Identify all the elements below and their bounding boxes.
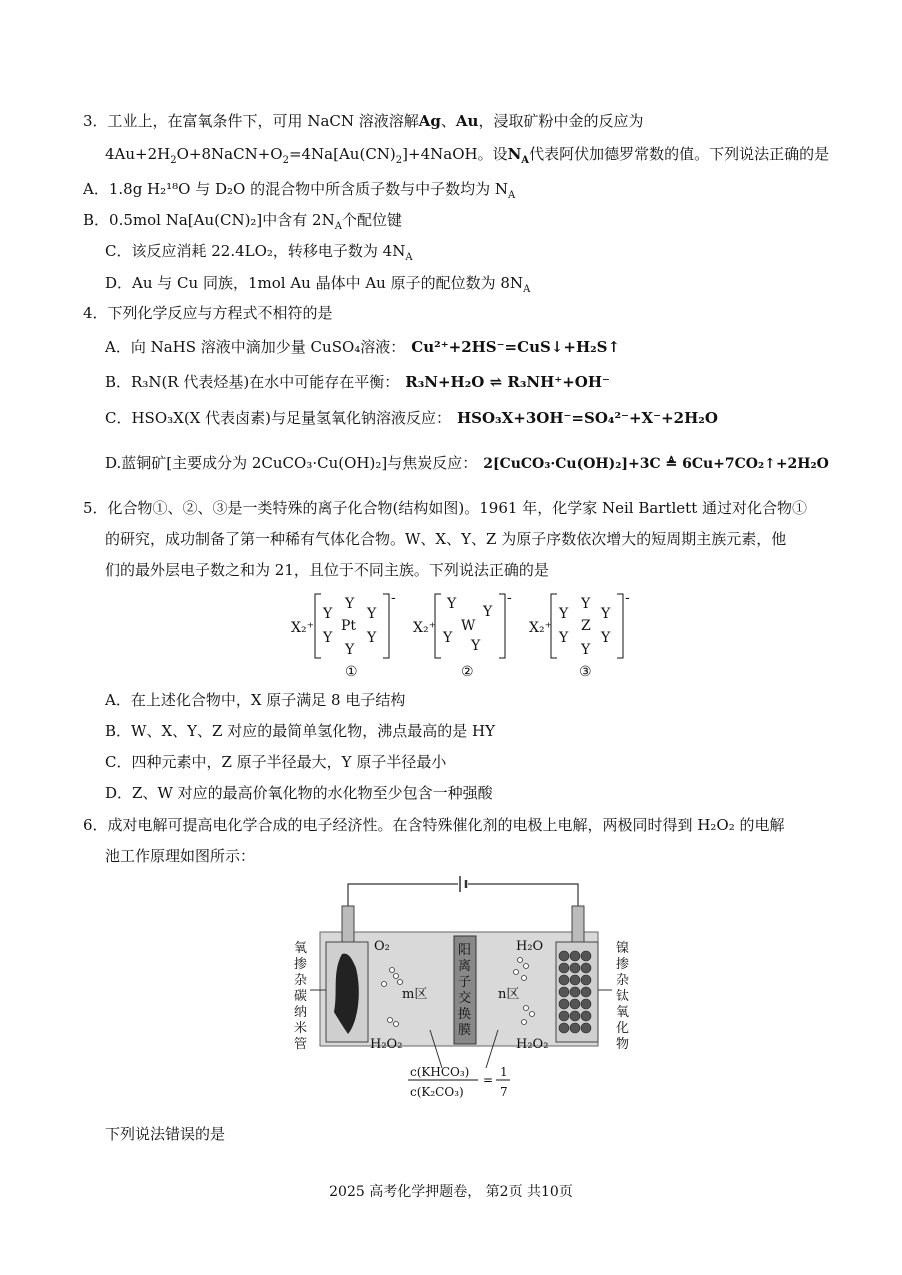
- right-label-char: 掺: [616, 957, 630, 972]
- q4-option-d: [105, 453, 829, 474]
- ligand-y: Y: [323, 630, 333, 646]
- cation-label-3: X₂⁺: [529, 620, 552, 636]
- ligand-y: Y: [601, 630, 611, 646]
- q4-option-d-text: D.蓝铜矿[主要成分为 2CuCO₃·Cu(OH)₂]与焦炭反应：: [105, 454, 478, 472]
- right-label-char: 物: [616, 1037, 630, 1052]
- center-w: W: [461, 618, 476, 634]
- ligand-y: Y: [601, 606, 611, 622]
- ligand-y: Y: [483, 604, 493, 620]
- q3-option-a-text: A．1.8g H₂¹⁸O 与 D₂O 的混合物中所含质子数与中子数均为 N: [83, 180, 509, 198]
- q6-stem-line2: 池工作原理如图所示：: [105, 847, 256, 865]
- anion-charge-3: -: [625, 590, 630, 606]
- q3-option-b-text: B．0.5mol Na[Au(CN)₂]中含有 2N: [83, 211, 335, 229]
- q4-option-b-text: B．R₃N(R 代表烃基)在水中可能存在平衡：: [105, 373, 400, 391]
- q5-structures-figure: [285, 588, 645, 680]
- q3-sep: 、: [440, 112, 456, 130]
- q6-after-figure: 下列说法错误的是: [105, 1125, 226, 1143]
- ratio-equals: =: [483, 1073, 494, 1087]
- ligand-y: Y: [367, 630, 377, 646]
- q5-option-b: B．W、X、Y、Z 对应的最简单氢化物，沸点最高的是 HY: [105, 722, 495, 740]
- h2o-label: H₂O: [516, 939, 544, 954]
- ligand-y: Y: [345, 642, 355, 658]
- ligand-y: Y: [559, 630, 569, 646]
- ligand-y: Y: [443, 630, 453, 646]
- left-label-char: 管: [294, 1037, 308, 1052]
- left-label-char: 杂: [294, 973, 308, 988]
- q3-eq-part: O+8NaCN+O: [176, 145, 283, 163]
- q5-option-d: D．Z、W 对应的最高价氧化物的水化物至少包含一种强酸: [105, 784, 493, 802]
- q3-option-a-sub: A: [508, 190, 516, 201]
- q4-option-c-equation: HSO₃X+3OH⁻=SO₄²⁻+X⁻+2H₂O: [456, 409, 718, 427]
- anion-charge-1: -: [391, 590, 396, 606]
- ligand-y: Y: [559, 606, 569, 622]
- center-pt: Pt: [341, 618, 357, 634]
- ligand-y: Y: [323, 606, 333, 622]
- q3-na: N: [507, 145, 522, 163]
- ligand-y: Y: [367, 606, 377, 622]
- n-zone-label: n区: [498, 987, 520, 1002]
- q4-option-b: [105, 372, 610, 392]
- right-label-char: 钛: [616, 989, 630, 1004]
- right-label-char: 杂: [616, 973, 630, 988]
- h2o2-right-label: H₂O₂: [516, 1037, 549, 1052]
- h2o2-left-label: H₂O₂: [370, 1037, 403, 1052]
- membrane-char-5: 换: [458, 1007, 472, 1022]
- o2-label: O₂: [374, 939, 390, 954]
- membrane-char-6: 膜: [458, 1023, 472, 1038]
- q5-stem-line1: 5．化合物①、②、③是一类特殊的离子化合物(结构如图)。1961 年，化学家 Neil Bartlett 通过对化合物①: [83, 499, 807, 517]
- ligand-y: Y: [447, 596, 457, 612]
- q4-option-c-text: C．HSO₃X(X 代表卤素)与足量氢氧化钠溶液反应：: [105, 409, 451, 427]
- left-label-char: 氧: [294, 941, 308, 956]
- q3-stem-tail2: 代表阿伏加德罗常数的值。下列说法正确的是: [529, 145, 830, 163]
- q3-option-c-sub: A: [405, 252, 413, 263]
- structure-label-1: ①: [345, 664, 358, 680]
- structure-label-2: ②: [461, 664, 474, 680]
- ratio-denominator: c(K₂CO₃): [410, 1085, 464, 1099]
- q5-stem-line3: 们的最外层电子数之和为 21，且位于不同主族。下列说法正确的是: [105, 561, 549, 579]
- ratio-value-numerator: 1: [500, 1065, 508, 1079]
- q3-ag: Ag: [418, 112, 441, 130]
- q4-option-a-equation: Cu²⁺+2HS⁻=CuS↓+H₂S↑: [411, 338, 621, 356]
- right-label-char: 化: [616, 1021, 630, 1036]
- membrane-char-1: 阳: [458, 943, 472, 958]
- ligand-y: Y: [581, 642, 591, 658]
- ligand-y: Y: [345, 596, 355, 612]
- q6-electrolysis-figure: [280, 872, 640, 1112]
- q3-au: Au: [455, 112, 479, 130]
- q4-option-d-equation: 2[CuCO₃·Cu(OH)₂]+3C ≜ 6Cu+7CO₂↑+2H₂O: [483, 456, 829, 472]
- structure-label-3: ③: [579, 664, 592, 680]
- q3-eq-part: ]+4NaOH。设: [402, 145, 508, 163]
- q4-option-a: [105, 337, 620, 357]
- m-zone-label: m区: [402, 987, 428, 1002]
- q4-stem: 4．下列化学反应与方程式不相符的是: [83, 304, 333, 322]
- q3-option-d: [105, 273, 530, 300]
- q4-option-b-equation: R₃N+H₂O ⇌ R₃NH⁺+OH⁻: [405, 373, 610, 391]
- anion-charge-2: -: [507, 590, 512, 606]
- q3-option-b-sub: A: [334, 221, 342, 232]
- right-label-char: 氧: [616, 1005, 630, 1020]
- left-label-char: 纳: [294, 1005, 308, 1020]
- q5-stem-line2: 的研究，成功制备了第一种稀有气体化合物。W、X、Y、Z 为原子序数依次增大的短周期主族元素，他: [105, 530, 787, 548]
- q6-stem-line1: 6．成对电解可提高电化学合成的电子经济性。在含特殊催化剂的电极上电解，两极同时得到 H₂O₂ 的电解: [83, 816, 785, 834]
- left-label-char: 米: [294, 1021, 308, 1036]
- ratio-numerator: c(KHCO₃): [410, 1065, 470, 1079]
- cation-label-1: X₂⁺: [291, 620, 314, 636]
- ligand-y: Y: [581, 596, 591, 612]
- right-label-char: 镍: [616, 941, 630, 956]
- q4-option-c: [105, 408, 718, 428]
- q3-option-b: [83, 210, 402, 237]
- q3-option-a: [83, 179, 515, 206]
- q5-option-a: A．在上述化合物中，X 原子满足 8 电子结构: [105, 691, 406, 709]
- center-z: Z: [581, 618, 591, 634]
- q3-stem-line1: [83, 111, 643, 131]
- q3-option-b-end: 个配位键: [341, 211, 402, 229]
- page-footer: 2025 高考化学押题卷， 第2页 共10页: [329, 1184, 573, 1200]
- q5-option-c: C．四种元素中，Z 原子半径最大，Y 原子半径最小: [105, 753, 447, 771]
- cation-label-2: X₂⁺: [413, 620, 436, 636]
- ligand-y: Y: [471, 638, 481, 654]
- q3-option-c: [105, 241, 413, 268]
- left-label-char: 掺: [294, 957, 308, 972]
- membrane-char-3: 子: [458, 975, 472, 990]
- q3-option-d-text: D．Au 与 Cu 同族，1mol Au 晶体中 Au 原子的配位数为 8N: [105, 274, 524, 292]
- q3-na-sub: A: [521, 155, 530, 166]
- q3-eq-part: =4Na[Au(CN): [288, 145, 396, 163]
- q4-option-a-text: A．向 NaHS 溶液中滴加少量 CuSO₄溶液：: [105, 338, 406, 356]
- q3-eq-part: 4Au+2H: [105, 145, 171, 163]
- membrane-char-4: 交: [458, 991, 472, 1006]
- q3-option-c-text: C．该反应消耗 22.4LO₂，转移电子数为 4N: [105, 242, 406, 260]
- q3-equation-line: $4Au+2H_2O+8NaCN+O_2=4Na[Au(CN)_2]+4NaOH$。设$N_A$代表阿伏加德罗常数的值。下列说法正确的是: [105, 145, 830, 166]
- q3-option-d-sub: A: [523, 284, 531, 295]
- titanium-oxide-catalyst: [559, 951, 591, 1033]
- ratio-value-denominator: 7: [500, 1085, 508, 1099]
- membrane-char-2: 离: [458, 959, 472, 974]
- left-label-char: 碳: [294, 989, 308, 1004]
- q3-stem-tail: ，浸取矿粉中金的反应为: [478, 112, 644, 130]
- q3-stem-text: 3．工业上，在富氧条件下，可用 NaCN 溶液溶解: [83, 112, 419, 130]
